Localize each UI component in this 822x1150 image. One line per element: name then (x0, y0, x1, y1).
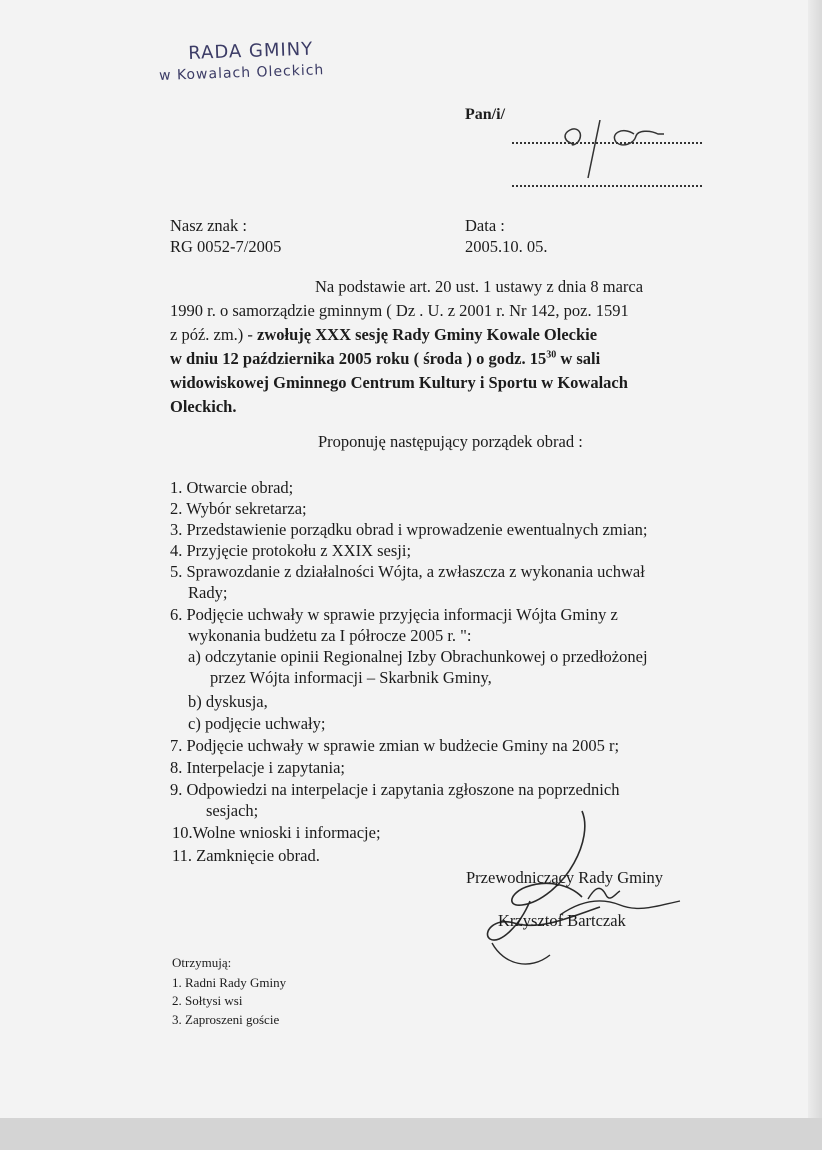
session-convocation: zwołuję XXX sesję Rady Gminy Kowale Oleckie (257, 325, 598, 344)
date-value: 2005.10. 05. (465, 237, 548, 256)
intro-line-3-plain: z póź. zm.) - (170, 325, 258, 344)
reference-label: Nasz znak : (170, 216, 247, 235)
agenda-item: 8. Interpelacje i zapytania; (170, 758, 345, 777)
agenda-item-continued: wykonania budżetu za I półrocze 2005 r. ": (188, 626, 472, 645)
agenda-item: 2. Wybór sekretarza; (170, 499, 307, 518)
agenda-item: 3. Przedstawienie porządku obrad i wprowadzenie ewentualnych zmian; (170, 520, 648, 539)
agenda-item: 6. Podjęcie uchwały w sprawie przyjęcia informacji Wójta Gminy z (170, 605, 618, 624)
agenda-item: 1. Otwarcie obrad; (170, 478, 294, 497)
recipient-item: 2. Sołtysi wsi (172, 993, 243, 1008)
agenda-item: 7. Podjęcie uchwały w sprawie zmian w budżecie Gminy na 2005 r; (170, 736, 620, 755)
agenda-subitem: c) podjęcie uchwały; (188, 714, 326, 733)
recipients-heading: Otrzymują: (172, 955, 232, 970)
session-time-minutes: 30 (546, 349, 557, 361)
stamp-line-1: RADA GMINY (187, 38, 314, 64)
agenda-item: 4. Przyjęcie protokołu z XXIX sesji; (170, 541, 412, 560)
stamp-line-2: w Kowalach Oleckich (158, 62, 325, 84)
agenda-subitem: a) odczytanie opinii Regionalnej Izby Obrachunkowej o przedłożonej (188, 647, 648, 666)
agenda-subitem: b) dyskusja, (188, 692, 268, 711)
agenda-item: 9. Odpowiedzi na interpelacje i zapytania zgłoszone na poprzednich (170, 780, 620, 799)
addressee-label: Pan/i/ (465, 106, 506, 123)
handwritten-signature-icon (470, 805, 690, 975)
intro-line-6: Oleckich. (170, 397, 237, 416)
session-date-time: w dniu 12 października 2005 roku ( środa ) o godz. 15 (170, 349, 547, 368)
session-venue-start: w sali (556, 349, 601, 368)
signatory-title: Przewodniczący Rady Gminy (466, 868, 664, 887)
agenda-heading: Proponuję następujący porządek obrad : (318, 432, 583, 451)
intro-line-2: 1990 r. o samorządzie gminnym ( Dz . U. z 2001 r. Nr 142, poz. 1591 (170, 301, 629, 320)
intro-line-5: widowiskowej Gminnego Centrum Kultury i Sportu w Kowalach (170, 373, 628, 392)
agenda-item-continued: Rady; (188, 583, 228, 602)
intro-line-4 (170, 349, 600, 369)
agenda-item: 10.Wolne wnioski i informacje; (172, 823, 381, 842)
reference-number: RG 0052-7/2005 (170, 237, 282, 256)
agenda-item-continued: sesjach; (206, 801, 259, 820)
signatory-name: Krzysztof Bartczak (498, 911, 626, 930)
agenda-item: 5. Sprawozdanie z działalności Wójta, a zwłaszcza z wykonania uchwał (170, 562, 645, 581)
date-label: Data : (465, 216, 505, 235)
recipient-item: 1. Radni Rady Gminy (172, 975, 287, 990)
agenda-subitem-continued: przez Wójta informacji – Skarbnik Gminy, (210, 668, 492, 687)
recipient-item: 3. Zaproszeni goście (172, 1012, 280, 1027)
intro-line-1: Na podstawie art. 20 ust. 1 ustawy z dnia 8 marca (315, 277, 644, 296)
scan-shadow-bottom (0, 1118, 822, 1150)
handwritten-addressee-icon (560, 120, 670, 180)
agenda-item: 11. Zamknięcie obrad. (172, 846, 320, 865)
intro-line-3 (170, 325, 597, 345)
scan-shadow-right (808, 0, 822, 1150)
addressee-dotted-line-2 (512, 185, 702, 187)
